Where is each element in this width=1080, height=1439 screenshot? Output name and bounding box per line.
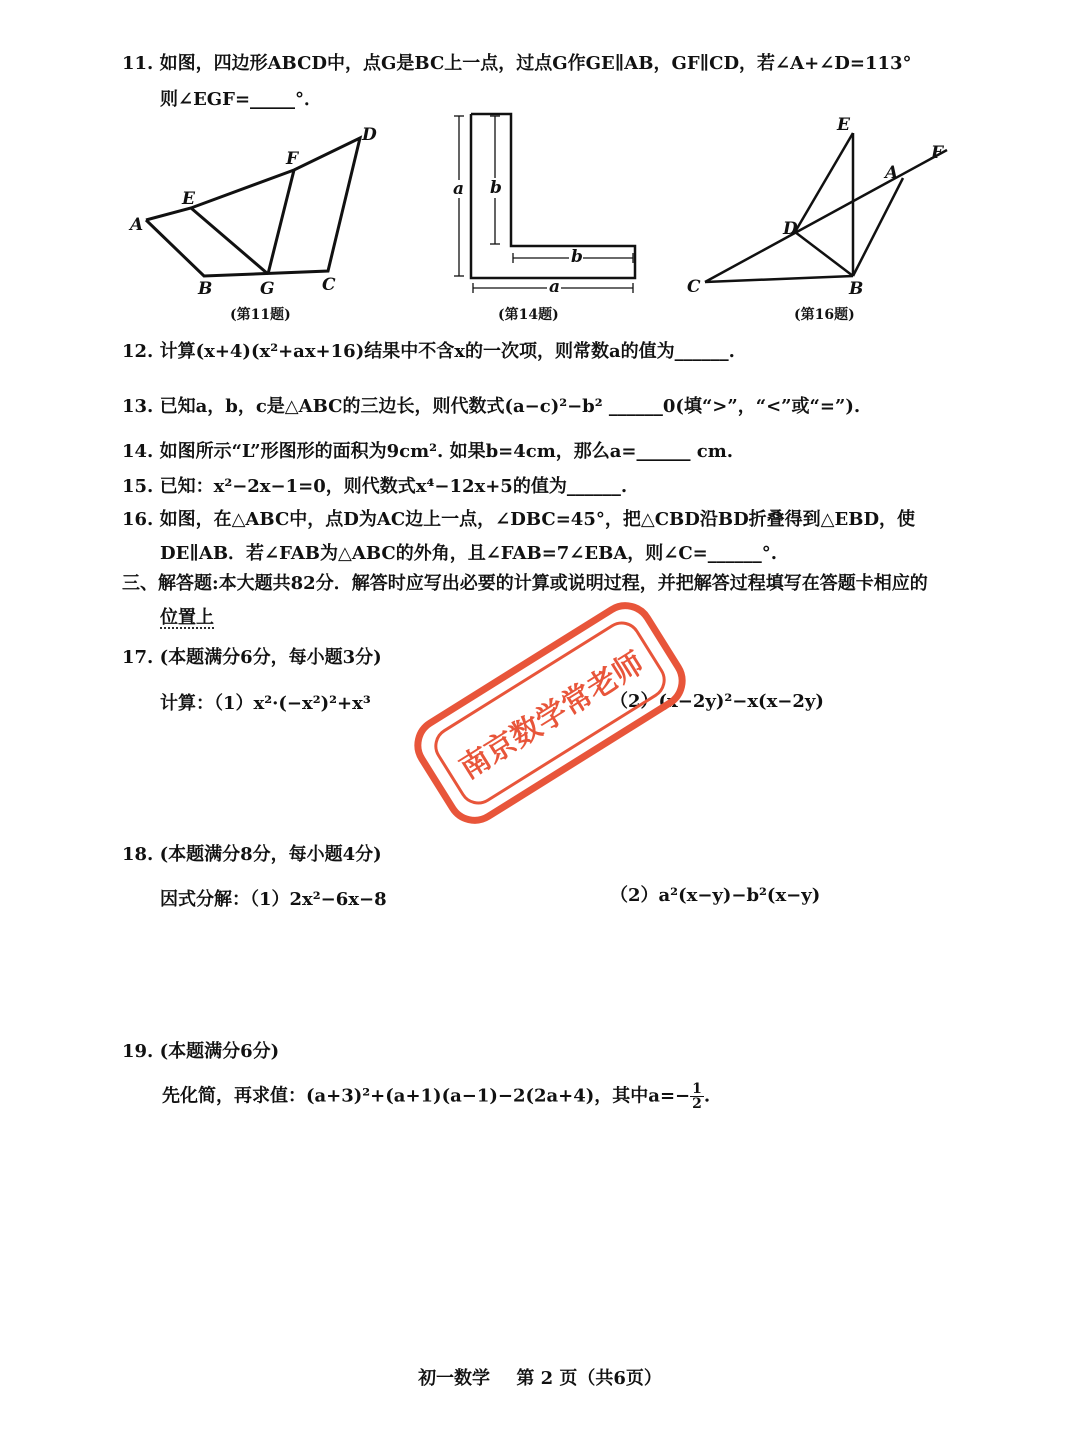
figure-16-caption: (第16题) [794, 307, 855, 323]
figure-16 [685, 108, 955, 298]
fraction-numerator: 1 [692, 1081, 702, 1097]
q17-part1: 计算：（1）x²·(−x²)²+x³ [160, 693, 371, 714]
quad-abcd-outline [146, 138, 360, 276]
segment-ge [191, 208, 268, 274]
segment-gf [268, 170, 294, 274]
label-c: C [322, 275, 336, 295]
label-b: B [849, 279, 864, 298]
q13: 13. 已知a，b，c是△ABC的三边长，则代数式(a−c)²−b² ______0(填“>”，“<”或“=”). [122, 396, 861, 417]
label-e: E [837, 115, 850, 135]
q12: 12. 计算(x+4)(x²+ax+16)结果中不含x的一次项，则常数a的值为______. [122, 341, 735, 362]
q19-end: . [703, 1085, 711, 1107]
label-f: F [931, 143, 944, 163]
figure-11-caption: (第11题) [230, 307, 291, 323]
q19-fraction [690, 1082, 704, 1111]
watermark-stamp [395, 588, 705, 838]
q15: 15. 已知：x²−2x−1=0，则代数式x⁴−12x+5的值为______. [122, 476, 628, 497]
q18-part1: 因式分解：（1）2x²−6x−8 [160, 889, 387, 910]
label-b: B [198, 279, 213, 299]
label-f: F [286, 149, 299, 169]
q19-body [162, 1082, 710, 1111]
fraction-denominator: 2 [692, 1096, 702, 1112]
figure-14 [445, 108, 645, 298]
footer-subject: 初一数学 [418, 1368, 491, 1389]
q11-line1: 11. 如图，四边形ABCD中，点G是BC上一点，过点G作GE∥AB，GF∥CD，若∠A+∠D=113° [122, 53, 912, 74]
q17-head: 17. (本题满分6分，每小题3分) [122, 647, 382, 668]
label-a: A [885, 163, 899, 183]
q16-line2: DE∥AB．若∠FAB为△ABC的外角，且∠FAB=7∠EBA，则∠C=______°. [160, 543, 778, 564]
section3-line2: 位置上 [160, 607, 214, 628]
label-g: G [260, 279, 275, 299]
label-a: A [130, 215, 144, 235]
watermark-text: 南京数学常老师 [453, 645, 651, 787]
segment-db [795, 232, 853, 276]
label-d: D [783, 219, 798, 239]
label-b-bottom: b [571, 247, 583, 267]
q11-line2: 则∠EGF=_____°． [160, 89, 323, 110]
label-a-left: a [453, 179, 465, 199]
label-c: C [687, 277, 701, 297]
q19-expression: 先化简，再求值：(a+3)²+(a+1)(a−1)−2(2a+4)，其中a=− [162, 1085, 691, 1107]
q19-head: 19. (本题满分6分) [122, 1041, 280, 1062]
figure-14-caption: (第14题) [498, 307, 559, 323]
q18-part2: （2）a²(x−y)−b²(x−y) [610, 885, 821, 906]
label-a-bottom: a [549, 277, 561, 297]
q16-line1: 16. 如图，在△ABC中，点D为AC边上一点，∠DBC=45°，把△CBD沿BD折叠得到△EBD，使 [122, 509, 916, 530]
line-cf [705, 150, 947, 282]
q17-part2: （2）(x−2y)²−x(x−2y) [610, 691, 824, 712]
label-d: D [362, 125, 377, 145]
segment-cb [705, 276, 853, 282]
label-e: E [182, 189, 195, 209]
page-footer [0, 1364, 1080, 1390]
q18-head: 18. (本题满分8分，每小题4分) [122, 844, 382, 865]
figure-11 [120, 118, 390, 308]
q14: 14. 如图所示“L”形图形的面积为9cm². 如果b=4cm，那么a=______ cm. [122, 441, 734, 462]
section3-line1: 三、解答题:本大题共82分．解答时应写出必要的计算或说明过程，并把解答过程填写在答题卡相应的 [122, 573, 928, 594]
label-b-left: b [490, 178, 502, 198]
segment-ba [853, 178, 903, 276]
footer-page-number: 第 2 页（共6页） [516, 1368, 662, 1389]
